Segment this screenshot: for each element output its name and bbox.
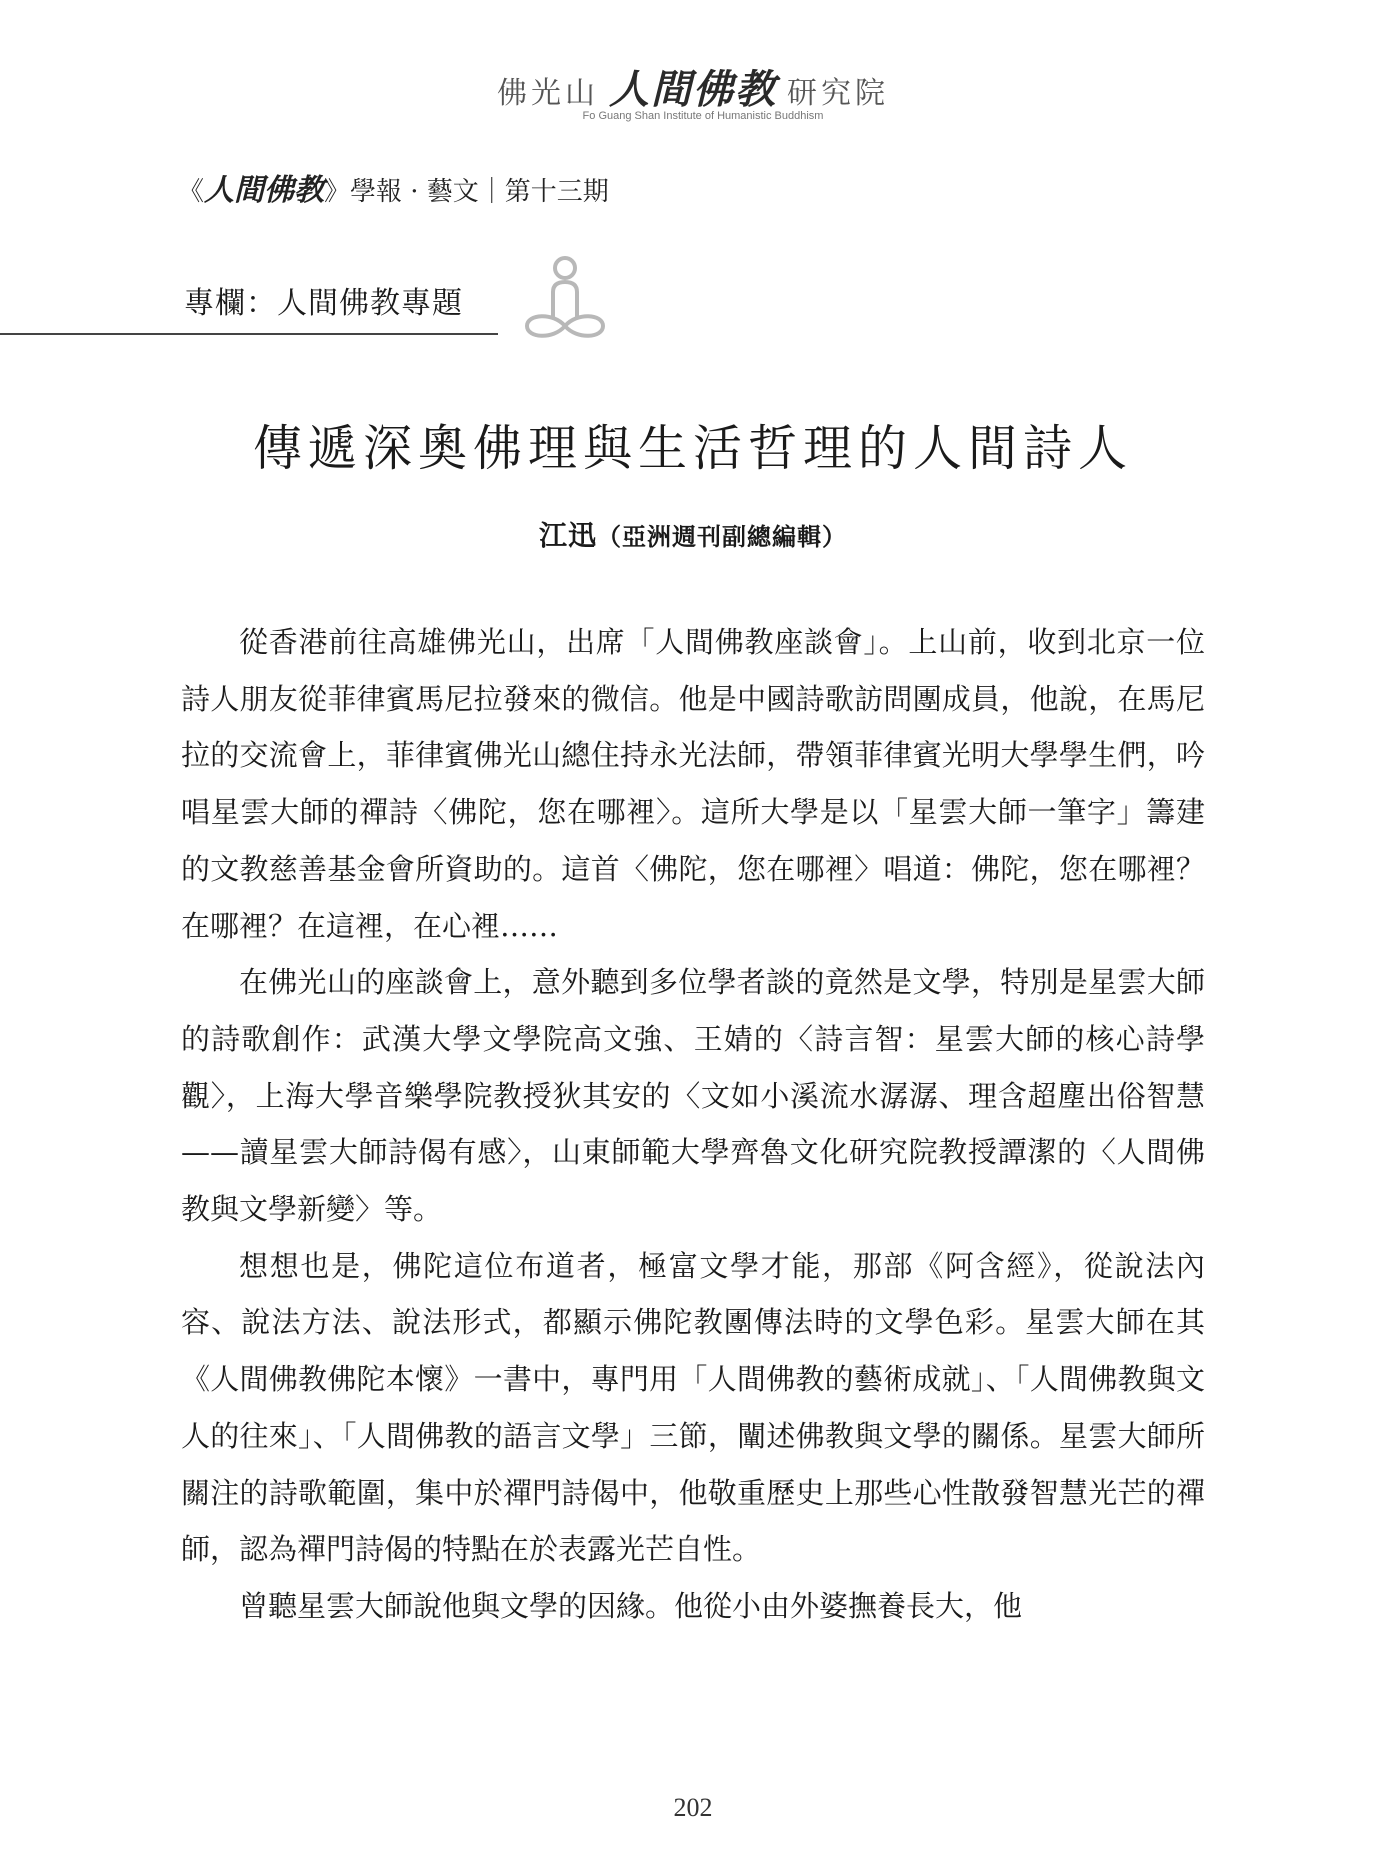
institute-suffix: 研究院 xyxy=(787,76,889,111)
journal-brand: 人間佛教 xyxy=(204,173,325,208)
institute-brand: 人間佛教 xyxy=(609,67,777,113)
institute-logo xyxy=(0,58,1386,115)
journal-line xyxy=(178,165,609,209)
paragraph: 曾聽星雲大師說他與文學的因緣。他從小由外婆撫養長大，他 xyxy=(239,1588,1023,1623)
column-heading: 專欄：人間佛教專題 xyxy=(184,286,463,321)
journal-open: 《 xyxy=(178,177,205,207)
author-line xyxy=(0,514,1386,554)
paragraph: 在佛光山的座談會上，意外聽到多位學者談的竟然是文學，特別是星雲大師的詩歌創作：武漢大學文學院高文強、王婧的〈詩言智：星雲大師的核心詩學觀〉，上海大學音樂學院教授狄其安的〈文如小溪流水潺潺、理含超塵出俗智慧——讀星雲大師詩偈有感〉，山東師範大學齊魯文化研究院教授譚潔的〈人間佛教與文學新變〉等。 xyxy=(181,965,1205,1227)
journal-info: 》學報 · 藝文｜第十三期 xyxy=(324,177,609,207)
paragraph: 從香港前往高雄佛光山，出席「人間佛教座談會」。上山前，收到北京一位詩人朋友從菲律賓馬尼拉發來的微信。他是中國詩歌訪問團成員，他說，在馬尼拉的交流會上，菲律賓佛光山總住持永光法師，帶領菲律賓光明大學學生們，吟唱星雲大師的禪詩〈佛陀，您在哪裡〉。這所大學是以「星雲大師一筆字」籌建的文教慈善基金會所資助的。這首〈佛陀，您在哪裡〉唱道：佛陀，您在哪裡？在哪裡？在這裡，在心裡…… xyxy=(181,625,1205,943)
author-affiliation: （亞洲週刊副總編輯） xyxy=(597,522,847,551)
article-body xyxy=(181,614,1205,1635)
page-number: 202 xyxy=(673,1793,713,1822)
author-name: 江迅 xyxy=(538,519,597,552)
article-title: 傳遞深奧佛理與生活哲理的人間詩人 xyxy=(252,420,1133,477)
paragraph: 想想也是，佛陀這位布道者，極富文學才能，那部《阿含經》，從說法內容、說法方法、說法形式，都顯示佛陀教團傳法時的文學色彩。星雲大師在其《人間佛教佛陀本懷》一書中，專門用「人間佛教的藝術成就」、「人間佛教與文人的往來」、「人間佛教的語言文學」三節，闡述佛教與文學的關係。星雲大師所關注的詩歌範圍，集中於禪門詩偈中，他敬重歷史上那些心性散發智慧光芒的禪師，認為禪門詩偈的特點在於表露光芒自性。 xyxy=(181,1248,1205,1567)
institute-prefix: 佛光山 xyxy=(497,76,599,111)
institute-english-name: Fo Guang Shan Institute of Humanistic Buddhism xyxy=(582,110,824,122)
meditation-figure-icon xyxy=(515,252,615,352)
column-rule xyxy=(0,333,498,335)
